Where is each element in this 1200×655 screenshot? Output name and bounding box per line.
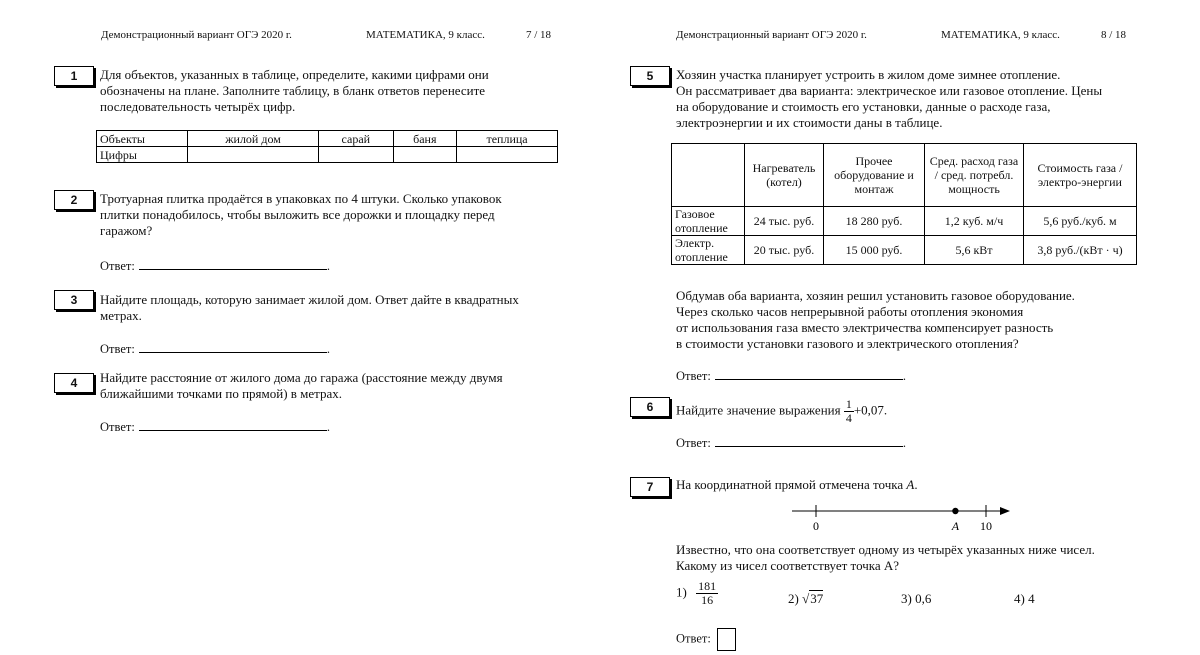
option-1[interactable] [676, 580, 718, 607]
table-header-cell: Сред. расход газа / сред. потребл. мощность [925, 144, 1024, 207]
table-header-cell: жилой дом [188, 131, 319, 147]
tick-label-ten: 10 [980, 519, 992, 533]
task-6-text [676, 398, 887, 425]
text-line: Хозяин участка планирует устроить в жилом доме зимнее отопление. [676, 67, 1061, 82]
number-line [790, 498, 1020, 536]
text-line: плитки понадобилось, чтобы выложить все дорожки и площадку перед [100, 207, 495, 222]
fraction-denominator: 16 [701, 593, 714, 607]
table-row-label: Электр. отопление [672, 236, 745, 265]
answer-cell[interactable] [188, 147, 319, 163]
option-label: 4) [1014, 591, 1025, 606]
expression-tail: +0,07. [853, 402, 888, 418]
option-value: 4 [1028, 591, 1035, 606]
text-line: Найдите расстояние от жилого дома до гаража (расстояние между двумя [100, 370, 503, 385]
option-value: 0,6 [915, 591, 932, 606]
text-line: Через сколько часов непрерывной работы отопления экономия [676, 304, 1024, 319]
task-2-text [100, 191, 553, 239]
fraction-numerator: 1 [845, 397, 852, 411]
text-line: На координатной прямой отмечена точка [676, 477, 907, 492]
option-2[interactable] [788, 591, 823, 607]
table-cell: 24 тыс. руб. [745, 207, 824, 236]
table-row [672, 144, 1137, 207]
answer-line[interactable] [139, 258, 327, 270]
table-header-cell: баня [393, 131, 457, 147]
text-line: метрах. [100, 308, 142, 323]
table-row [97, 131, 558, 147]
answer-cell[interactable] [457, 147, 558, 163]
answer-cell[interactable] [319, 147, 393, 163]
answer-field[interactable]: Ответ: . [100, 259, 330, 273]
fraction [844, 398, 854, 425]
header-subject: МАТЕМАТИКА, 9 класс. [941, 29, 1060, 41]
table-header-cell: теплица [457, 131, 558, 147]
task-7-question [676, 542, 1129, 574]
objects-table [96, 130, 558, 163]
text-line: Известно, что она соответствует одному из четырёх указанных ниже чисел. [676, 542, 1095, 557]
task-3-text [100, 292, 553, 324]
fraction-numerator: 181 [698, 579, 717, 593]
header-title: Демонстрационный вариант ОГЭ 2020 г. [676, 29, 867, 41]
text-line: Найдите площадь, которую занимает жилой дом. Ответ дайте в квадратных [100, 292, 519, 307]
header-subject: МАТЕМАТИКА, 9 класс. [366, 29, 485, 41]
point-label-a: A [951, 519, 960, 533]
point-name: A [906, 477, 915, 492]
table-cell: 20 тыс. руб. [745, 236, 824, 265]
answer-label: Ответ: [100, 420, 135, 434]
answer-field[interactable]: Ответ: . [100, 420, 330, 434]
text-line: последовательность четырёх цифр. [100, 99, 296, 114]
table-cell: 3,8 руб./(кВт · ч) [1024, 236, 1137, 265]
table-header-cell: Нагреватель (котел) [745, 144, 824, 207]
text-line: электроэнергии и их стоимости даны в таблице. [676, 115, 943, 130]
task-number-box: 5 [630, 66, 670, 86]
text-line: Для объектов, указанных в таблице, определите, какими цифрами они [100, 67, 489, 82]
task-number-box: 6 [630, 397, 670, 417]
text-line: Обдумав оба варианта, хозяин решил установить газовое оборудование. [676, 288, 1075, 303]
heating-cost-table [671, 143, 1137, 265]
answer-field[interactable]: Ответ: . [676, 369, 906, 383]
table-row [97, 147, 558, 163]
option-3[interactable] [901, 591, 931, 607]
answer-line[interactable] [139, 419, 327, 431]
task-number-box: 2 [54, 190, 94, 210]
sqrt-icon: √ [802, 591, 810, 606]
header-title: Демонстрационный вариант ОГЭ 2020 г. [101, 29, 292, 41]
table-cell: 5,6 кВт [925, 236, 1024, 265]
table-cell: 5,6 руб./куб. м [1024, 207, 1137, 236]
table-cell: 18 280 руб. [824, 207, 925, 236]
table-cell: 1,2 куб. м/ч [925, 207, 1024, 236]
text-line: в стоимости установки газового и электрического отопления? [676, 336, 1019, 351]
task-4-text [100, 370, 553, 402]
table-header-cell: сарай [319, 131, 393, 147]
text-line: Какому из чисел соответствует точка A? [676, 558, 900, 573]
answer-cell[interactable] [393, 147, 457, 163]
point-a-marker [952, 508, 958, 514]
answer-label: Ответ: [676, 631, 711, 646]
header-page-number: 7 / 18 [526, 29, 552, 41]
task-number-box: 3 [54, 290, 94, 310]
axis-arrow-icon [1000, 507, 1010, 515]
text-line: ближайшими точками по прямой) в метрах. [100, 386, 343, 401]
text-line: . [914, 477, 918, 492]
table-row [672, 236, 1137, 265]
option-4[interactable] [1014, 591, 1035, 607]
text-line: Найдите значение выражения [676, 402, 841, 418]
answer-label: Ответ: [100, 259, 135, 273]
text-line: на оборудование и стоимость его установки, данные о расходе газа, [676, 99, 1051, 114]
text-line: Тротуарная плитка продаётся в упаковках по 4 штуки. Сколько упаковок [100, 191, 502, 206]
option-label: 3) [901, 591, 912, 606]
task-number-box: 7 [630, 477, 670, 497]
table-row-label: Цифры [97, 147, 188, 163]
text-line: от использования газа вместо электричества компенсирует разность [676, 320, 1054, 335]
table-header-cell: Объекты [97, 131, 188, 147]
task-1-text [100, 67, 553, 115]
header-page-number: 8 / 18 [1101, 29, 1127, 41]
answer-label: Ответ: [100, 342, 135, 356]
table-row-label: Газовое отопление [672, 207, 745, 236]
text-line: гаражом? [100, 223, 153, 238]
answer-field[interactable]: Ответ: . [676, 436, 906, 450]
answer-label: Ответ: [676, 436, 711, 450]
answer-box[interactable] [717, 628, 736, 651]
task-5-question [676, 288, 1129, 352]
answer-line[interactable] [715, 368, 903, 380]
text-line: Он рассматривает два варианта: электрическое или газовое отопление. Цены [676, 83, 1103, 98]
tick-label-zero: 0 [813, 519, 819, 533]
answer-field[interactable] [676, 628, 736, 651]
text-line: обозначены на плане. Заполните таблицу, в бланк ответов перенесите [100, 83, 486, 98]
table-cell: 15 000 руб. [824, 236, 925, 265]
fraction [696, 580, 718, 607]
option-label: 1) [676, 584, 687, 600]
task-7-text [676, 477, 918, 493]
sqrt-value: 37 [810, 591, 824, 606]
answer-line[interactable] [715, 435, 903, 447]
task-5-text [676, 67, 1129, 131]
table-header-cell: Прочее оборудование и монтаж [824, 144, 925, 207]
answer-line[interactable] [139, 341, 327, 353]
answer-label: Ответ: [676, 369, 711, 383]
table-row [672, 207, 1137, 236]
answer-field[interactable]: Ответ: . [100, 342, 330, 356]
table-header-cell: Стоимость газа / электро-энергии [1024, 144, 1137, 207]
task-number-box: 4 [54, 373, 94, 393]
task-number-box: 1 [54, 66, 94, 86]
option-label: 2) [788, 591, 799, 606]
fraction-denominator: 4 [845, 411, 852, 425]
table-corner-cell [672, 144, 745, 207]
